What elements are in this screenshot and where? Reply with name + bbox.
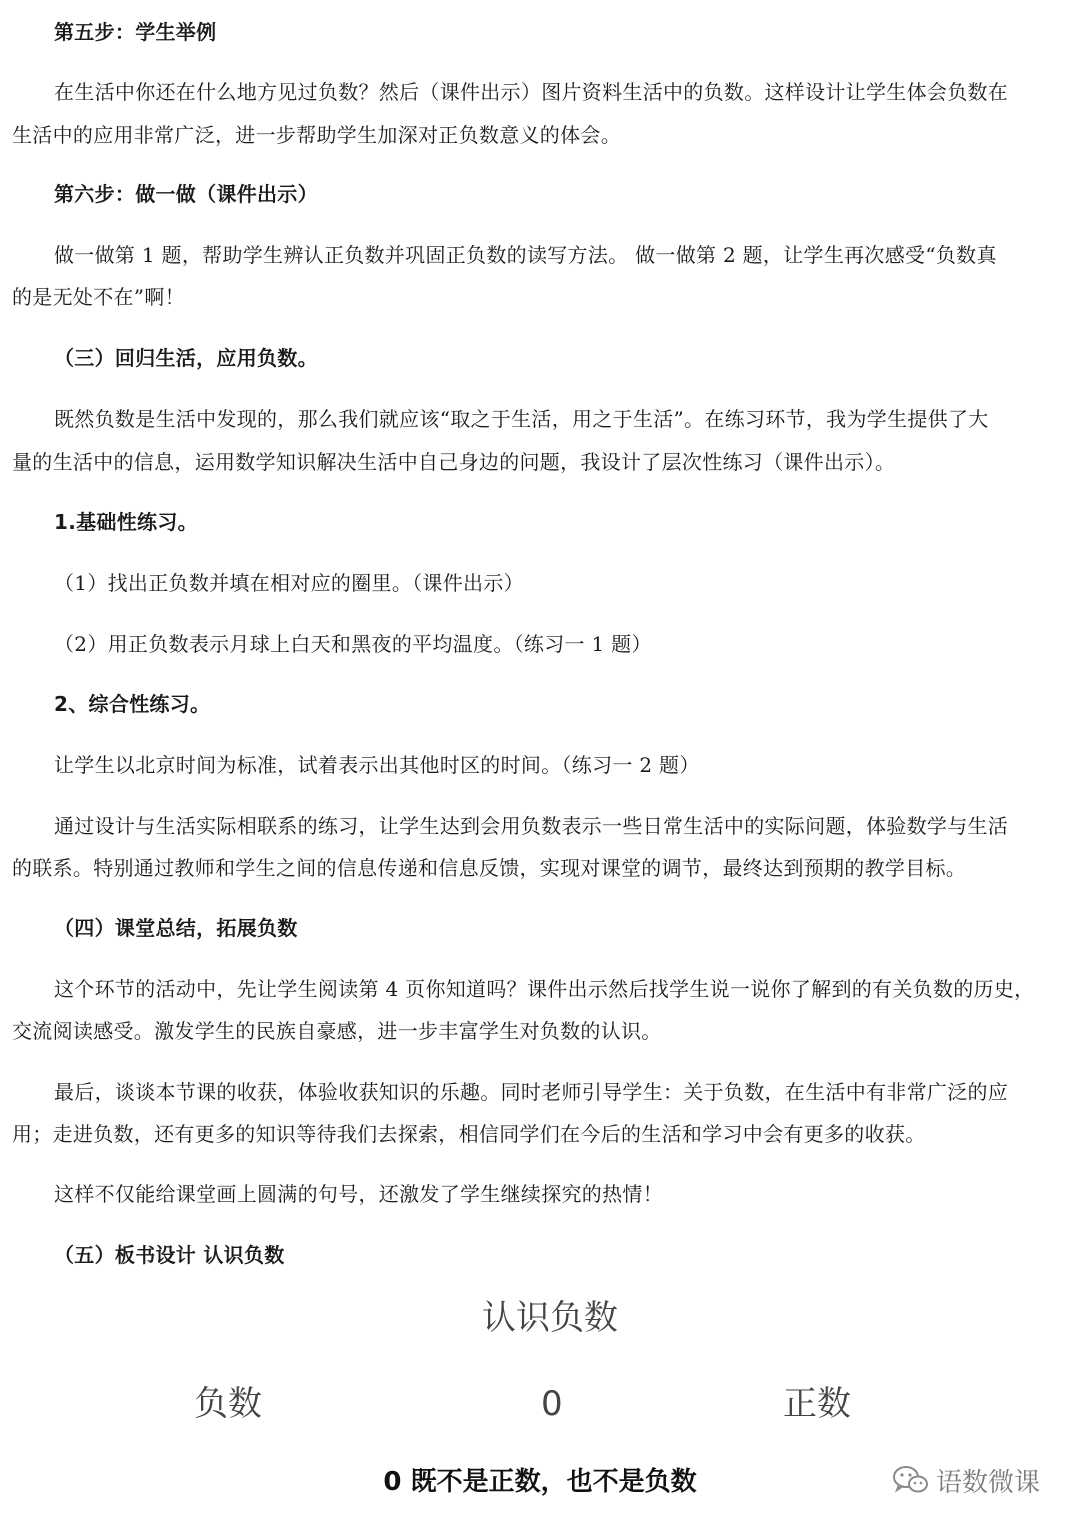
paragraph-line: 的联系。特别通过教师和学生之间的信息传递和信息反馈，实现对课堂的调节，最终达到预期的教学目标。 [12,856,967,880]
heading-section3: （三）回归生活，应用负数。 [54,346,318,370]
heading-step6: 第六步：做一做（课件出示） [54,182,318,206]
paragraph-line: 最后，谈谈本节课的收获，体验收获知识的乐趣。同时老师引导学生：关于负数，在生活中有非常广泛的应 [54,1080,1009,1104]
paragraph-line: 通过设计与生活实际相联系的练习，让学生达到会用负数表示一些日常生活中的实际问题，体验数学与生活 [54,814,1009,838]
paragraph-line: 既然负数是生活中发现的，那么我们就应该“取之于生活，用之于生活”。在练习环节，我为学生提供了大 [54,407,989,431]
heading-basic-practice: 1.基础性练习。 [54,510,198,534]
heading-section4: （四）课堂总结，拓展负数 [54,916,298,940]
list-item: （2）用正负数表示月球上白天和黑夜的平均温度。（练习一 1 题） [54,632,652,656]
paragraph-line: 让学生以北京时间为标准，试着表示出其他时区的时间。（练习一 2 题） [54,753,700,777]
paragraph-line: 的是无处不在”啊！ [12,285,185,309]
board-title: 认识负数 [482,1298,618,1338]
heading-section5: （五）板书设计 认识负数 [54,1243,285,1267]
paragraph-line: 用；走进负数，还有更多的知识等待我们去探索，相信同学们在今后的生活和学习中会有更多的收获。 [12,1122,926,1146]
paragraph-line: 这个环节的活动中，先让学生阅读第 4 页你知道吗？课件出示然后找学生说一说你了解到的有关负数的历史， [54,977,1035,1001]
watermark-text: 语数微课 [936,1467,1041,1498]
paragraph-line: 交流阅读感受。激发学生的民族自豪感，进一步丰富学生对负数的认识。 [12,1019,662,1043]
heading-comprehensive-practice: 2、综合性练习。 [54,692,211,716]
board-positive-label: 正数 [783,1384,851,1424]
board-negative-label: 负数 [194,1384,262,1424]
paragraph-line: 做一做第 1 题，帮助学生辨认正负数并巩固正负数的读写方法。 做一做第 2 题，让学生再次感受“负数真 [54,243,997,267]
board-summary: 0 既不是正数，也不是负数 [383,1467,697,1497]
board-zero-label: 0 [541,1384,563,1424]
wechat-icon [892,1464,930,1496]
heading-step5: 第五步：学生举例 [54,20,217,44]
paragraph-line: 量的生活中的信息，运用数学知识解决生活中自己身边的问题，我设计了层次性练习（课件出示）。 [12,450,896,474]
list-item: （1）找出正负数并填在相对应的圈里。（课件出示） [54,571,524,595]
paragraph-line: 生活中的应用非常广泛，进一步帮助学生加深对正负数意义的体会。 [12,123,621,147]
paragraph-line: 在生活中你还在什么地方见过负数？然后（课件出示）图片资料生活中的负数。这样设计让学生体会负数在 [54,80,1009,104]
paragraph-line: 这样不仅能给课堂画上圆满的句号，还激发了学生继续探究的热情！ [54,1182,663,1206]
watermark [892,1460,1062,1500]
